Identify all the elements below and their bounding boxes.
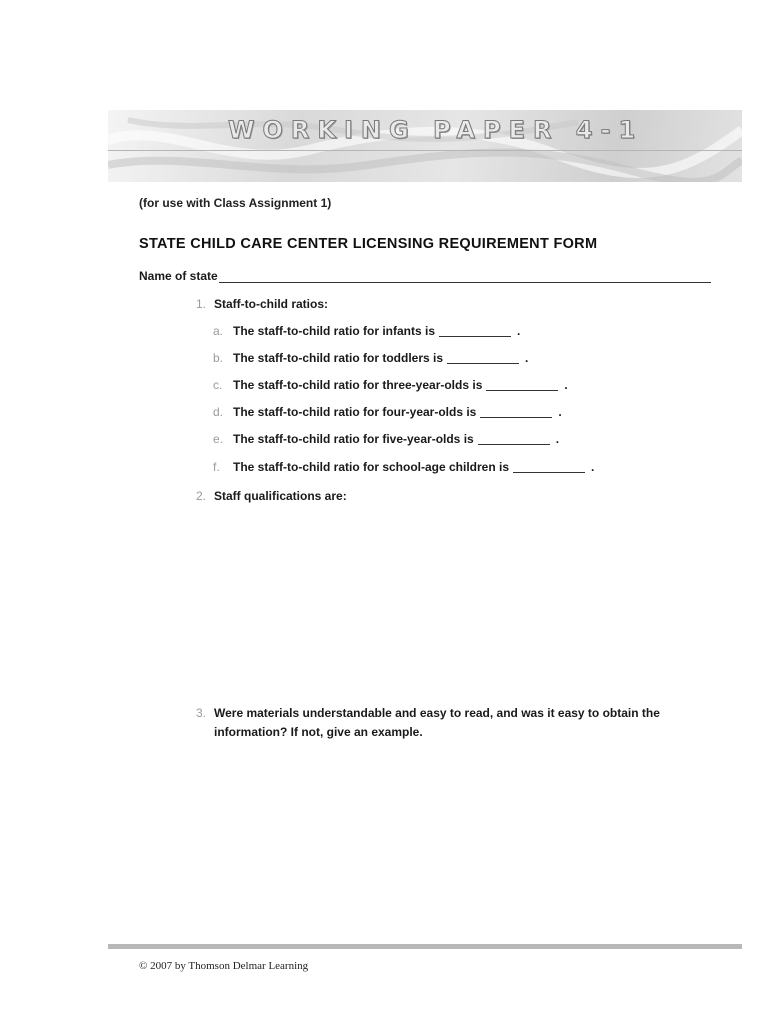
item-end: . xyxy=(564,378,568,392)
state-name-blank[interactable] xyxy=(219,282,711,283)
banner-title: WORKING PAPER 4-1 xyxy=(228,116,644,144)
item-letter: c. xyxy=(213,378,223,392)
item-text: The staff-to-child ratio for school-age children is xyxy=(233,460,510,474)
item-letter: e. xyxy=(213,432,224,446)
working-paper-banner xyxy=(108,110,742,182)
item-end: . xyxy=(517,324,521,338)
ratio-blank[interactable] xyxy=(486,378,558,391)
copyright-notice: © 2007 by Thomson Delmar Learning xyxy=(139,960,309,972)
item-text: The staff-to-child ratio for three-year-olds is xyxy=(233,378,483,392)
ratio-blank[interactable] xyxy=(513,460,585,473)
footer-rule xyxy=(108,944,742,949)
ratio-blank[interactable] xyxy=(447,351,519,364)
ratio-blank[interactable] xyxy=(478,432,550,445)
state-name-label: Name of state xyxy=(139,269,218,283)
question-number: 3. xyxy=(196,706,207,720)
item-text: The staff-to-child ratio for infants is xyxy=(233,324,436,338)
item-letter: a. xyxy=(213,324,224,338)
item-end: . xyxy=(555,432,560,446)
item-end: . xyxy=(591,460,595,474)
item-text: The staff-to-child ratio for five-year-olds is xyxy=(233,432,474,446)
ratio-blank[interactable] xyxy=(439,324,511,337)
banner-rule xyxy=(108,150,742,151)
item-letter: b. xyxy=(213,351,224,365)
question-text: Were materials understandable and easy to read, and was it easy to obtain the information? If not, give an example. xyxy=(214,706,660,739)
question-text: Staff qualifications are: xyxy=(214,489,347,503)
ratio-blank[interactable] xyxy=(480,405,552,418)
item-end: . xyxy=(558,405,562,419)
question-number: 1. xyxy=(196,297,207,311)
item-text: The staff-to-child ratio for four-year-olds is xyxy=(233,405,477,419)
item-text: The staff-to-child ratio for toddlers is xyxy=(233,351,444,365)
state-name-field[interactable] xyxy=(139,269,711,285)
assignment-note: (for use with Class Assignment 1) xyxy=(139,196,332,210)
item-letter: d. xyxy=(213,405,224,419)
question-text: Staff-to-child ratios: xyxy=(214,297,328,311)
question-number: 2. xyxy=(196,489,207,503)
item-end: . xyxy=(525,351,529,365)
item-letter: f. xyxy=(213,460,220,474)
form-title: STATE CHILD CARE CENTER LICENSING REQUIREMENT FORM xyxy=(139,236,598,252)
